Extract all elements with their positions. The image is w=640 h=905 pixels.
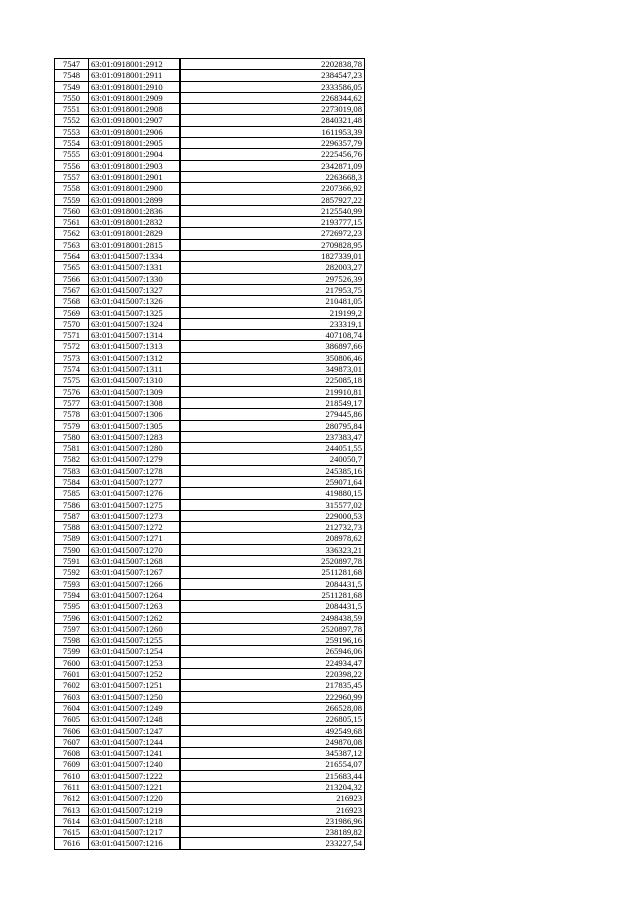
- row-number-cell: 7591: [55, 556, 89, 567]
- cadastral-value-cell: 224934,47: [180, 657, 365, 668]
- cadastral-value-cell: 226805,15: [180, 714, 365, 725]
- cadastral-value-cell: 2511281,68: [180, 589, 365, 600]
- row-number-cell: 7563: [55, 239, 89, 250]
- cadastral-value-cell: 2296357,79: [180, 138, 365, 149]
- row-number-cell: 7547: [55, 59, 89, 70]
- row-number-cell: 7565: [55, 262, 89, 273]
- cadastral-number-cell: 63:01:0415007:1283: [89, 431, 181, 442]
- cadastral-value-cell: 216554,07: [180, 759, 365, 770]
- table-row: [55, 827, 365, 838]
- row-number-cell: 7555: [55, 149, 89, 160]
- cadastral-value-cell: 1827339,01: [180, 251, 365, 262]
- cadastral-number-cell: 63:01:0415007:1241: [89, 748, 181, 759]
- cadastral-value-cell: 349873,01: [180, 364, 365, 375]
- cadastral-value-cell: 1611953,39: [180, 126, 365, 137]
- cadastral-number-cell: 63:01:0918001:2910: [89, 81, 181, 92]
- cadastral-number-cell: 63:01:0415007:1310: [89, 375, 181, 386]
- cadastral-number-cell: 63:01:0918001:2908: [89, 104, 181, 115]
- table-row: [55, 680, 365, 691]
- table-row: [55, 815, 365, 826]
- cadastral-number-cell: 63:01:0415007:1273: [89, 510, 181, 521]
- cadastral-number-cell: 63:01:0918001:2836: [89, 205, 181, 216]
- row-number-cell: 7570: [55, 318, 89, 329]
- table-row: [55, 522, 365, 533]
- table-row: [55, 736, 365, 747]
- row-number-cell: 7597: [55, 623, 89, 634]
- cadastral-value-cell: 2520897,78: [180, 623, 365, 634]
- table-row: [55, 476, 365, 487]
- row-number-cell: 7567: [55, 284, 89, 295]
- table-row: [55, 375, 365, 386]
- table-row: [55, 748, 365, 759]
- row-number-cell: 7588: [55, 522, 89, 533]
- table-row: [55, 465, 365, 476]
- cadastral-number-cell: 63:01:0415007:1251: [89, 680, 181, 691]
- table-row: [55, 657, 365, 668]
- cadastral-value-cell: 225085,18: [180, 375, 365, 386]
- cadastral-value-cell: 2193777,15: [180, 217, 365, 228]
- table-row: [55, 669, 365, 680]
- cadastral-value-cell: 229000,53: [180, 510, 365, 521]
- row-number-cell: 7587: [55, 510, 89, 521]
- cadastral-value-cell: 2125540,99: [180, 205, 365, 216]
- table-row: [55, 70, 365, 81]
- table-row: [55, 171, 365, 182]
- cadastral-number-cell: 63:01:0415007:1313: [89, 341, 181, 352]
- cadastral-number-cell: 63:01:0918001:2904: [89, 149, 181, 160]
- cadastral-number-cell: 63:01:0918001:2907: [89, 115, 181, 126]
- row-number-cell: 7616: [55, 838, 89, 849]
- table-row: [55, 454, 365, 465]
- table-row: [55, 510, 365, 521]
- cadastral-number-cell: 63:01:0415007:1276: [89, 488, 181, 499]
- table-row: [55, 104, 365, 115]
- cadastral-number-cell: 63:01:0415007:1314: [89, 330, 181, 341]
- cadastral-value-cell: 259071,64: [180, 476, 365, 487]
- cadastral-number-cell: 63:01:0415007:1249: [89, 702, 181, 713]
- cadastral-value-cell: 2084431,5: [180, 601, 365, 612]
- table-row: [55, 635, 365, 646]
- row-number-cell: 7608: [55, 748, 89, 759]
- table-row: [55, 205, 365, 216]
- row-number-cell: 7606: [55, 725, 89, 736]
- row-number-cell: 7573: [55, 352, 89, 363]
- row-number-cell: 7598: [55, 635, 89, 646]
- cadastral-value-cell: 216923: [180, 793, 365, 804]
- table-row: [55, 183, 365, 194]
- table-row: [55, 782, 365, 793]
- row-number-cell: 7571: [55, 330, 89, 341]
- row-number-cell: 7603: [55, 691, 89, 702]
- table-row: [55, 578, 365, 589]
- row-number-cell: 7554: [55, 138, 89, 149]
- cadastral-number-cell: 63:01:0918001:2829: [89, 228, 181, 239]
- cadastral-value-cell: 407108,74: [180, 330, 365, 341]
- cadastral-value-cell: 350806,46: [180, 352, 365, 363]
- cadastral-number-cell: 63:01:0415007:1306: [89, 409, 181, 420]
- cadastral-number-cell: 63:01:0918001:2909: [89, 92, 181, 103]
- table-row: [55, 81, 365, 92]
- cadastral-value-cell: 336323,21: [180, 544, 365, 555]
- cadastral-number-cell: 63:01:0415007:1305: [89, 420, 181, 431]
- cadastral-number-cell: 63:01:0415007:1324: [89, 318, 181, 329]
- cadastral-value-cell: 265946,06: [180, 646, 365, 657]
- table-row: [55, 443, 365, 454]
- cadastral-value-cell: 240050,7: [180, 454, 365, 465]
- cadastral-number-cell: 63:01:0415007:1309: [89, 386, 181, 397]
- table-row: [55, 567, 365, 578]
- table-row: [55, 544, 365, 555]
- row-number-cell: 7575: [55, 375, 89, 386]
- table-row: [55, 149, 365, 160]
- cadastral-number-cell: 63:01:0415007:1220: [89, 793, 181, 804]
- row-number-cell: 7569: [55, 307, 89, 318]
- cadastral-value-cell: 345387,12: [180, 748, 365, 759]
- cadastral-value-cell: 219199,2: [180, 307, 365, 318]
- row-number-cell: 7615: [55, 827, 89, 838]
- row-number-cell: 7584: [55, 476, 89, 487]
- cadastral-value-cell: 233319,1: [180, 318, 365, 329]
- row-number-cell: 7557: [55, 171, 89, 182]
- row-number-cell: 7561: [55, 217, 89, 228]
- cadastral-number-cell: 63:01:0415007:1278: [89, 465, 181, 476]
- table-row: [55, 228, 365, 239]
- row-number-cell: 7568: [55, 296, 89, 307]
- cadastral-value-cell: 2263668,3: [180, 171, 365, 182]
- table-row: [55, 262, 365, 273]
- cadastral-value-cell: 213204,32: [180, 782, 365, 793]
- table-row: [55, 589, 365, 600]
- table-row: [55, 194, 365, 205]
- cadastral-value-cell: 208978,62: [180, 533, 365, 544]
- cadastral-value-cell: 2207366,92: [180, 183, 365, 194]
- cadastral-number-cell: 63:01:0415007:1244: [89, 736, 181, 747]
- row-number-cell: 7593: [55, 578, 89, 589]
- cadastral-number-cell: 63:01:0415007:1334: [89, 251, 181, 262]
- cadastral-value-cell: 2709828,95: [180, 239, 365, 250]
- row-number-cell: 7596: [55, 612, 89, 623]
- table-row: [55, 273, 365, 284]
- cadastral-value-cell: 419880,15: [180, 488, 365, 499]
- table-row: [55, 59, 365, 70]
- row-number-cell: 7611: [55, 782, 89, 793]
- row-number-cell: 7564: [55, 251, 89, 262]
- row-number-cell: 7612: [55, 793, 89, 804]
- row-number-cell: 7592: [55, 567, 89, 578]
- table-row: [55, 499, 365, 510]
- cadastral-value-cell: 219910,81: [180, 386, 365, 397]
- row-number-cell: 7572: [55, 341, 89, 352]
- cadastral-number-cell: 63:01:0415007:1263: [89, 601, 181, 612]
- table-row: [55, 420, 365, 431]
- row-number-cell: 7562: [55, 228, 89, 239]
- cadastral-number-cell: 63:01:0415007:1272: [89, 522, 181, 533]
- cadastral-value-cell: 237383,47: [180, 431, 365, 442]
- table-body: [55, 59, 365, 850]
- row-number-cell: 7580: [55, 431, 89, 442]
- cadastral-number-cell: 63:01:0415007:1280: [89, 443, 181, 454]
- table-row: [55, 623, 365, 634]
- table-row: [55, 341, 365, 352]
- table-row: [55, 251, 365, 262]
- table-row: [55, 804, 365, 815]
- cadastral-number-cell: 63:01:0415007:1311: [89, 364, 181, 375]
- cadastral-number-cell: 63:01:0918001:2901: [89, 171, 181, 182]
- cadastral-value-cell: 245385,16: [180, 465, 365, 476]
- cadastral-value-cell: 216923: [180, 804, 365, 815]
- cadastral-number-cell: 63:01:0918001:2832: [89, 217, 181, 228]
- row-number-cell: 7613: [55, 804, 89, 815]
- cadastral-number-cell: 63:01:0415007:1253: [89, 657, 181, 668]
- cadastral-value-cell: 266528,08: [180, 702, 365, 713]
- cadastral-value-cell: 2384547,23: [180, 70, 365, 81]
- row-number-cell: 7594: [55, 589, 89, 600]
- table-row: [55, 431, 365, 442]
- cadastral-value-cell: 218549,17: [180, 397, 365, 408]
- row-number-cell: 7599: [55, 646, 89, 657]
- row-number-cell: 7560: [55, 205, 89, 216]
- row-number-cell: 7578: [55, 409, 89, 420]
- cadastral-number-cell: 63:01:0415007:1262: [89, 612, 181, 623]
- cadastral-number-cell: 63:01:0415007:1266: [89, 578, 181, 589]
- table-row: [55, 284, 365, 295]
- cadastral-value-cell: 233227,54: [180, 838, 365, 849]
- cadastral-number-cell: 63:01:0918001:2900: [89, 183, 181, 194]
- table-row: [55, 838, 365, 849]
- cadastral-number-cell: 63:01:0918001:2815: [89, 239, 181, 250]
- row-number-cell: 7583: [55, 465, 89, 476]
- cadastral-value-cell: 210481,05: [180, 296, 365, 307]
- row-number-cell: 7585: [55, 488, 89, 499]
- table-row: [55, 239, 365, 250]
- cadastral-value-cell: 2268344,62: [180, 92, 365, 103]
- cadastral-number-cell: 63:01:0415007:1250: [89, 691, 181, 702]
- cadastral-number-cell: 63:01:0415007:1312: [89, 352, 181, 363]
- row-number-cell: 7607: [55, 736, 89, 747]
- table-row: [55, 217, 365, 228]
- table-row: [55, 702, 365, 713]
- cadastral-number-cell: 63:01:0415007:1240: [89, 759, 181, 770]
- row-number-cell: 7550: [55, 92, 89, 103]
- cadastral-value-cell: 212732,73: [180, 522, 365, 533]
- cadastral-value-cell: 2520897,78: [180, 556, 365, 567]
- cadastral-number-cell: 63:01:0415007:1271: [89, 533, 181, 544]
- cadastral-number-cell: 63:01:0415007:1219: [89, 804, 181, 815]
- cadastral-number-cell: 63:01:0415007:1255: [89, 635, 181, 646]
- row-number-cell: 7576: [55, 386, 89, 397]
- cadastral-value-cell: 244051,55: [180, 443, 365, 454]
- cadastral-value-cell: 282003,27: [180, 262, 365, 273]
- cadastral-value-cell: 2840321,48: [180, 115, 365, 126]
- row-number-cell: 7581: [55, 443, 89, 454]
- cadastral-number-cell: 63:01:0415007:1222: [89, 770, 181, 781]
- table-row: [55, 115, 365, 126]
- cadastral-number-cell: 63:01:0918001:2903: [89, 160, 181, 171]
- cadastral-value-cell: 279445,86: [180, 409, 365, 420]
- row-number-cell: 7602: [55, 680, 89, 691]
- cadastral-number-cell: 63:01:0415007:1275: [89, 499, 181, 510]
- table-row: [55, 488, 365, 499]
- table-row: [55, 556, 365, 567]
- row-number-cell: 7614: [55, 815, 89, 826]
- row-number-cell: 7590: [55, 544, 89, 555]
- row-number-cell: 7556: [55, 160, 89, 171]
- cadastral-value-cell: 297526,39: [180, 273, 365, 284]
- row-number-cell: 7552: [55, 115, 89, 126]
- cadastral-number-cell: 63:01:0415007:1264: [89, 589, 181, 600]
- cadastral-number-cell: 63:01:0918001:2911: [89, 70, 181, 81]
- cadastral-value-cell: 2342871,09: [180, 160, 365, 171]
- table-row: [55, 612, 365, 623]
- row-number-cell: 7609: [55, 759, 89, 770]
- cadastral-number-cell: 63:01:0415007:1218: [89, 815, 181, 826]
- cadastral-number-cell: 63:01:0415007:1268: [89, 556, 181, 567]
- table-row: [55, 601, 365, 612]
- row-number-cell: 7549: [55, 81, 89, 92]
- cadastral-value-cell: 2498438,59: [180, 612, 365, 623]
- row-number-cell: 7586: [55, 499, 89, 510]
- table-row: [55, 92, 365, 103]
- row-number-cell: 7610: [55, 770, 89, 781]
- cadastral-value-cell: 249870,08: [180, 736, 365, 747]
- table-row: [55, 296, 365, 307]
- cadastral-value-cell: 215683,44: [180, 770, 365, 781]
- table-row: [55, 318, 365, 329]
- row-number-cell: 7558: [55, 183, 89, 194]
- table-row: [55, 770, 365, 781]
- table-row: [55, 759, 365, 770]
- row-number-cell: 7559: [55, 194, 89, 205]
- row-number-cell: 7589: [55, 533, 89, 544]
- table-row: [55, 793, 365, 804]
- cadastral-number-cell: 63:01:0415007:1217: [89, 827, 181, 838]
- cadastral-value-cell: 386897,66: [180, 341, 365, 352]
- cadastral-number-cell: 63:01:0415007:1331: [89, 262, 181, 273]
- row-number-cell: 7600: [55, 657, 89, 668]
- cadastral-number-cell: 63:01:0415007:1267: [89, 567, 181, 578]
- row-number-cell: 7548: [55, 70, 89, 81]
- row-number-cell: 7577: [55, 397, 89, 408]
- table-row: [55, 138, 365, 149]
- row-number-cell: 7579: [55, 420, 89, 431]
- cadastral-number-cell: 63:01:0918001:2905: [89, 138, 181, 149]
- cadastral-number-cell: 63:01:0415007:1326: [89, 296, 181, 307]
- table-row: [55, 533, 365, 544]
- row-number-cell: 7604: [55, 702, 89, 713]
- cadastral-number-cell: 63:01:0415007:1254: [89, 646, 181, 657]
- table-row: [55, 364, 365, 375]
- row-number-cell: 7553: [55, 126, 89, 137]
- cadastral-number-cell: 63:01:0415007:1277: [89, 476, 181, 487]
- cadastral-value-cell: 315577,02: [180, 499, 365, 510]
- row-number-cell: 7574: [55, 364, 89, 375]
- cadastral-number-cell: 63:01:0415007:1327: [89, 284, 181, 295]
- cadastral-value-cell: 259196,16: [180, 635, 365, 646]
- cadastral-number-cell: 63:01:0918001:2906: [89, 126, 181, 137]
- cadastral-number-cell: 63:01:0415007:1270: [89, 544, 181, 555]
- table-row: [55, 307, 365, 318]
- cadastral-value-cell: 217953,75: [180, 284, 365, 295]
- cadastral-number-cell: 63:01:0415007:1330: [89, 273, 181, 284]
- table-row: [55, 386, 365, 397]
- cadastral-number-cell: 63:01:0415007:1247: [89, 725, 181, 736]
- table-row: [55, 691, 365, 702]
- row-number-cell: 7605: [55, 714, 89, 725]
- table-row: [55, 646, 365, 657]
- table-row: [55, 330, 365, 341]
- cadastral-value-cell: 2084431,5: [180, 578, 365, 589]
- table-row: [55, 725, 365, 736]
- cadastral-number-cell: 63:01:0918001:2912: [89, 59, 181, 70]
- row-number-cell: 7595: [55, 601, 89, 612]
- row-number-cell: 7601: [55, 669, 89, 680]
- table-row: [55, 352, 365, 363]
- cadastral-number-cell: 63:01:0415007:1279: [89, 454, 181, 465]
- table-row: [55, 714, 365, 725]
- cadastral-number-cell: 63:01:0415007:1308: [89, 397, 181, 408]
- cadastral-number-cell: 63:01:0918001:2899: [89, 194, 181, 205]
- table-row: [55, 409, 365, 420]
- cadastral-value-cell: 2333586,05: [180, 81, 365, 92]
- table-row: [55, 126, 365, 137]
- cadastral-value-cell: 280795,84: [180, 420, 365, 431]
- row-number-cell: 7566: [55, 273, 89, 284]
- cadastral-value-cell: 222960,99: [180, 691, 365, 702]
- row-number-cell: 7582: [55, 454, 89, 465]
- cadastral-value-cell: 2273019,08: [180, 104, 365, 115]
- cadastral-number-cell: 63:01:0415007:1260: [89, 623, 181, 634]
- cadastral-value-cell: 2857927,22: [180, 194, 365, 205]
- cadastral-number-cell: 63:01:0415007:1325: [89, 307, 181, 318]
- row-number-cell: 7551: [55, 104, 89, 115]
- table-row: [55, 397, 365, 408]
- cadastral-value-cell: 2726972,23: [180, 228, 365, 239]
- cadastral-value-cell: 2225456,76: [180, 149, 365, 160]
- cadastral-value-cell: 492549,68: [180, 725, 365, 736]
- cadastral-value-cell: 2202838,78: [180, 59, 365, 70]
- cadastral-value-cell: 238189,82: [180, 827, 365, 838]
- cadastral-value-cell: 217835,45: [180, 680, 365, 691]
- cadastral-number-cell: 63:01:0415007:1221: [89, 782, 181, 793]
- cadastral-value-cell: 220398,22: [180, 669, 365, 680]
- cadastral-value-cell: 2511281,68: [180, 567, 365, 578]
- cadastral-value-table: [54, 58, 365, 850]
- cadastral-value-cell: 231986,96: [180, 815, 365, 826]
- cadastral-number-cell: 63:01:0415007:1216: [89, 838, 181, 849]
- cadastral-number-cell: 63:01:0415007:1252: [89, 669, 181, 680]
- table-row: [55, 160, 365, 171]
- cadastral-number-cell: 63:01:0415007:1248: [89, 714, 181, 725]
